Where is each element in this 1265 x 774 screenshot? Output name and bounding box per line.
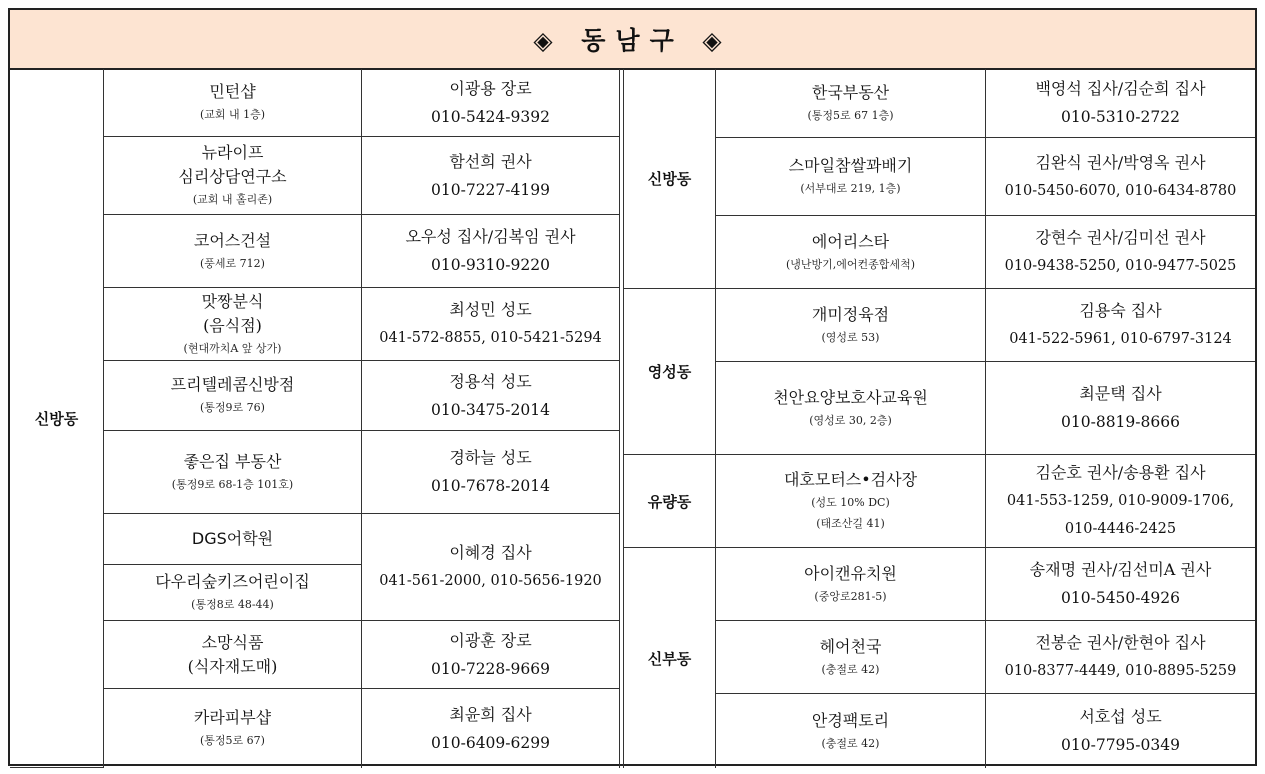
contact-cell-shared: [362, 514, 619, 621]
business-name: 대호모터스•검사장: [783, 470, 918, 489]
business-address: (현대까치A 앞 상가): [183, 341, 282, 355]
contact-person: 오우성 집사/김복임 권사: [405, 227, 576, 246]
business-address: (통정9로 68-1층 101호): [171, 477, 294, 491]
business-address: (냉난방기,에어컨종합세척): [786, 257, 915, 271]
contact-phone: 010-6409-6299: [431, 733, 550, 752]
contact-person: 이광용 장로: [449, 78, 532, 98]
business-name: 민턴샵: [209, 82, 256, 101]
contact-cell: [986, 69, 1255, 138]
business-name-cell: [716, 362, 986, 455]
contact-person: 강현수 권사/김미선 권사: [1035, 228, 1206, 247]
business-name-cell: [716, 216, 986, 289]
business-name-cell: [104, 215, 362, 288]
contact-cell: [986, 289, 1255, 362]
business-name: DGS어학원: [191, 529, 274, 548]
contact-cell: [362, 137, 619, 215]
contact-phone: 010-5424-9392: [431, 107, 550, 126]
business-address: (통정5로 67 1층): [807, 108, 894, 122]
business-name: 소망식품: [201, 632, 264, 652]
page-title: ◈ 동남구 ◈: [533, 26, 732, 55]
contact-phone: 041-561-2000, 010-5656-1920: [379, 573, 602, 589]
contact-cell: [362, 689, 619, 768]
contact-person: 전봉순 권사/한현아 집사: [1035, 633, 1206, 652]
business-address: (영성로 53): [821, 330, 880, 344]
business-address: (통정5로 67): [200, 734, 265, 747]
business-name: 에어리스타: [811, 231, 890, 251]
contact-cell: [362, 361, 619, 431]
business-address: (통정9로 76): [200, 401, 265, 414]
business-name-cell: [104, 361, 362, 431]
contact-cell: [986, 694, 1255, 768]
contact-phone: 010-9310-9220: [431, 256, 550, 274]
contact-cell: [362, 215, 619, 288]
business-name-cell: [716, 138, 986, 216]
business-address: (서부대로 219, 1층): [800, 182, 901, 195]
contact-cell: [986, 548, 1255, 621]
business-name-cell: [104, 69, 362, 137]
contact-phone: 010-8377-4449, 010-8895-5259: [1004, 663, 1237, 679]
business-address: (성도 10% DC): [811, 496, 890, 509]
business-name: 스마일참쌀꽈배기: [788, 156, 913, 175]
business-name-cell: [104, 689, 362, 768]
district-label: 신방동: [10, 69, 104, 768]
business-name-cell: [104, 565, 362, 621]
business-address: (충절로 42): [821, 736, 880, 750]
contact-phone: 010-7678-2014: [431, 477, 550, 495]
business-name: 심리상담연구소: [178, 167, 287, 186]
business-name-cell: [716, 621, 986, 694]
business-name-cell: [716, 548, 986, 621]
contact-phone: 010-5450-4926: [1061, 589, 1180, 607]
header-banner: [10, 10, 1255, 70]
contact-phone: 041-522-5961, 010-6797-3124: [1009, 331, 1232, 347]
contact-phone: 010-7227-4199: [431, 180, 550, 199]
business-name-cell: [104, 514, 362, 565]
contact-phone: 010-7795-0349: [1061, 736, 1180, 754]
district-label: 신부동: [624, 548, 716, 768]
contact-cell: [986, 216, 1255, 289]
business-name: 한국부동산: [811, 82, 890, 102]
business-address: (중앙로281-5): [814, 589, 887, 603]
business-address: (충절로 42): [821, 662, 880, 676]
contact-person: 김순호 권사/송용환 집사: [1035, 463, 1206, 482]
business-name: 헤어천국: [819, 636, 882, 656]
business-name-cell: [716, 289, 986, 362]
contact-phone: 010-8819-8666: [1061, 413, 1180, 431]
contact-cell: [362, 431, 619, 514]
contact-person: 정용석 성도: [449, 371, 532, 391]
business-name: 천안요양보호사교육원: [773, 387, 928, 407]
contact-person: 백영석 집사/김순희 집사: [1035, 79, 1206, 98]
district-label: 영성동: [624, 289, 716, 455]
business-name-cell: [104, 288, 362, 361]
contact-person: 경하늘 성도: [449, 448, 532, 467]
contact-person: 서호섭 성도: [1079, 707, 1162, 726]
contact-phone: 010-7228-9669: [431, 659, 550, 678]
contact-cell: [362, 288, 619, 361]
business-address: (교회 내 1층): [199, 108, 266, 121]
contact-person: 함선희 권사: [449, 151, 532, 171]
business-name: 뉴라이프: [201, 143, 264, 162]
business-name: (식자재도매): [187, 656, 278, 676]
business-address: (통정8로 48-44): [191, 598, 274, 611]
business-name: 개미정육점: [811, 304, 890, 324]
business-name-cell: [716, 69, 986, 138]
business-name: 카라피부샵: [193, 708, 272, 727]
contact-person: 이혜경 집사: [449, 543, 532, 562]
contact-cell: [362, 69, 619, 137]
contact-phone: 010-5310-2722: [1061, 108, 1180, 126]
district-label: 신방동: [624, 69, 716, 289]
business-name: 좋은집 부동산: [183, 451, 282, 471]
business-address: (교회 내 홀리존): [192, 193, 273, 206]
contact-person: 최문택 집사: [1079, 384, 1162, 403]
business-address: (영성로 30, 2층): [809, 413, 892, 427]
contact-person: 김용숙 집사: [1079, 301, 1162, 320]
business-name-cell: [716, 455, 986, 548]
district-label: 유량동: [624, 455, 716, 548]
business-name: 다우리숲키즈어린이집: [155, 572, 310, 591]
contact-cell: [986, 362, 1255, 455]
directory-sheet: [8, 8, 1257, 766]
business-name: 안경팩토리: [811, 710, 890, 730]
contact-person: 이광훈 장로: [449, 630, 532, 650]
business-name: (음식점): [203, 315, 262, 335]
contact-phone: 041-553-1259, 010-9009-1706,: [1006, 493, 1235, 509]
business-name-cell: [104, 137, 362, 215]
contact-cell: [986, 138, 1255, 216]
contact-cell: [362, 621, 619, 689]
contact-person: 김완식 권사/박영옥 권사: [1035, 152, 1206, 172]
contact-person: 송재명 권사/김선미A 권사: [1029, 560, 1212, 579]
business-name-cell: [716, 694, 986, 768]
business-address: (태조산길 41): [816, 517, 885, 530]
business-name-cell: [104, 621, 362, 689]
contact-person: 최성민 성도: [449, 300, 532, 319]
contact-phone: 010-4446-2425: [1064, 521, 1177, 537]
contact-phone: 010-9438-5250, 010-9477-5025: [1004, 258, 1237, 274]
contact-cell: [986, 455, 1255, 548]
contact-phone: 010-3475-2014: [431, 400, 550, 419]
business-name: 프리텔레콤신방점: [170, 375, 295, 394]
contact-person: 최윤희 집사: [449, 704, 532, 724]
contact-phone: 041-572-8855, 010-5421-5294: [379, 330, 602, 346]
business-name-cell: [104, 431, 362, 514]
business-address: (풍세로 712): [200, 256, 265, 270]
business-name: 아이캔유치원: [804, 563, 897, 583]
business-name: 코어스건설: [193, 230, 272, 250]
contact-cell: [986, 621, 1255, 694]
business-name: 맛짱분식: [201, 291, 264, 311]
contact-phone: 010-5450-6070, 010-6434-8780: [1004, 182, 1237, 199]
